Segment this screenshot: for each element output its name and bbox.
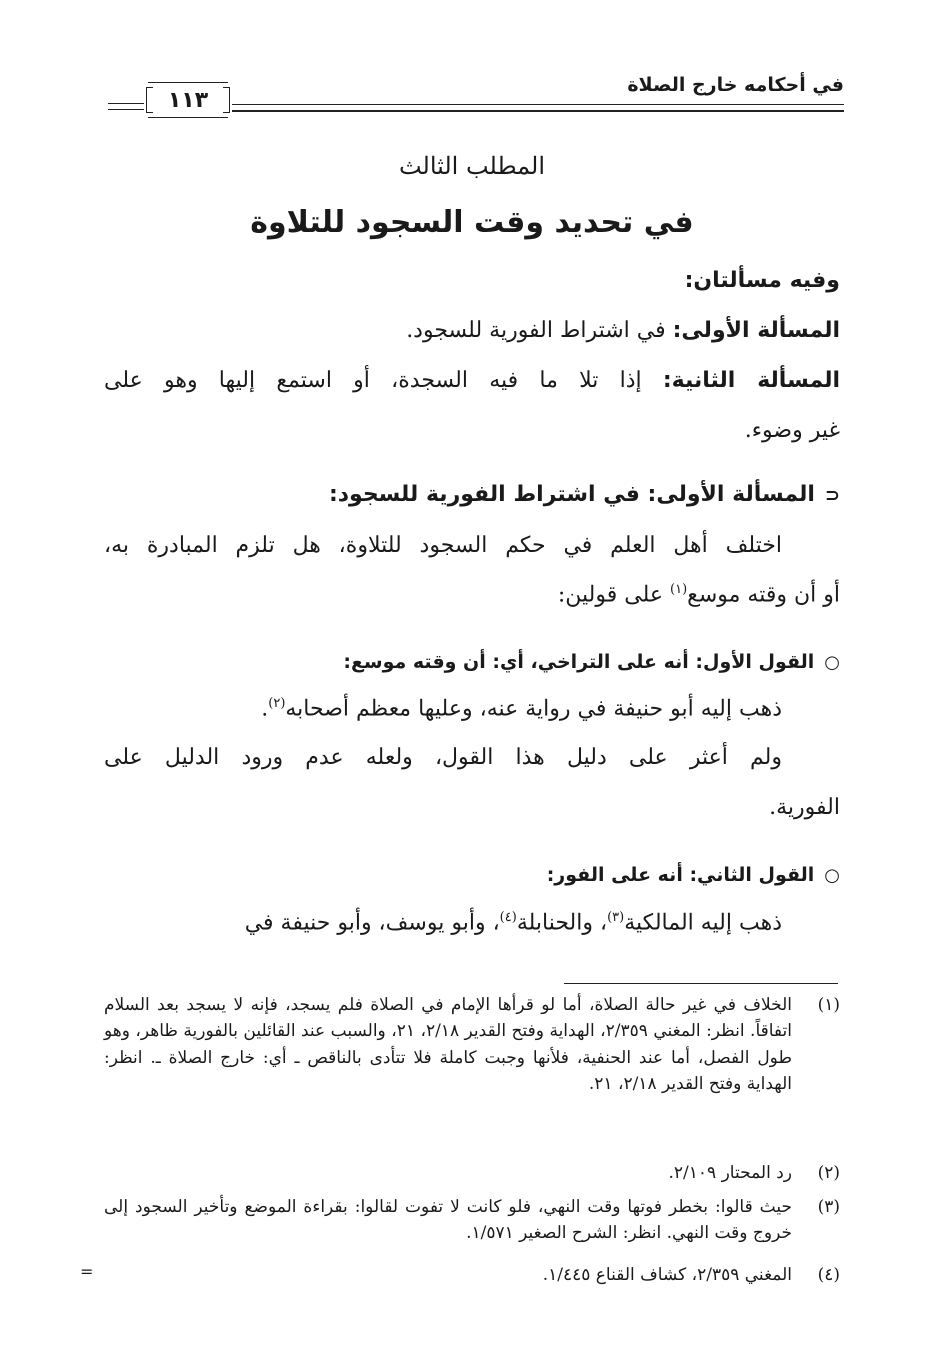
- issue-1-paragraph-line1: اختلف أهل العلم في حكم السجود للتلاوة، هل تلزم المبادرة به،: [104, 533, 782, 558]
- header-left-dash: [108, 103, 144, 110]
- question-2: [104, 368, 840, 394]
- footnote-text: المغني ٢/٣٥٩، كشاف القناع ١/٤٤٥.: [542, 1265, 792, 1285]
- opinion-2-heading-text: القول الثاني: أنه على الفور:: [546, 864, 815, 886]
- text-run: ذهب إليه المالكية: [624, 910, 782, 936]
- text-run: ، وأبو يوسف، وأبو حنيفة في: [244, 910, 500, 936]
- circle-marker-icon: ○: [824, 865, 840, 886]
- footnote-number: (٣): [817, 1197, 840, 1217]
- footnote-ref-3: (٣): [607, 910, 625, 925]
- question-2-continuation: غير وضوء.: [744, 418, 840, 443]
- footnote-ref-4: (٤): [499, 910, 517, 925]
- footnote-number: (١): [817, 995, 840, 1015]
- footnote-1: [104, 992, 840, 1097]
- question-1: [104, 318, 840, 344]
- circle-marker-icon: ○: [824, 652, 840, 673]
- opinion-1-line3: الفورية.: [769, 795, 840, 820]
- footnote-3: [104, 1194, 840, 1247]
- footnote-separator: [564, 983, 838, 984]
- footnote-text: حيث قالوا: بخطر فوتها وقت النهي، فلو كانت لا تفوت لقالوا: بقراءة الموضع وتأخير السجود إلى خروج وقت النهي. انظر: الشرح الصغير ١/٥٧١.: [104, 1197, 792, 1244]
- intro-line: وفيه مسألتان:: [684, 268, 840, 293]
- running-title: في أحكامه خارج الصلاة: [627, 74, 844, 96]
- opinion-2-heading: [104, 864, 840, 886]
- issue-1-heading-text: المسألة الأولى: في اشتراط الفورية للسجود:: [328, 482, 815, 507]
- header-rule: [232, 104, 844, 112]
- question-1-label: المسألة الأولى:: [672, 318, 840, 343]
- opinion-1-line2: ولم أعثر على دليل هذا القول، ولعله عدم ورود الدليل على: [104, 745, 782, 770]
- opinion-1-heading-text: القول الأول: أنه على التراخي، أي: أن وقته موسع:: [343, 651, 815, 673]
- question-1-text: في اشتراط الفورية للسجود.: [406, 318, 666, 343]
- footnote-text: رد المحتار ٢/١٠٩.: [668, 1163, 792, 1183]
- section-subtitle: المطلب الثالث: [398, 152, 546, 180]
- section-title: في تحديد وقت السجود للتلاوة: [250, 205, 694, 240]
- footnote-ref-2: (٢): [268, 696, 286, 711]
- footnote-text: الخلاف في غير حالة الصلاة، أما لو قرأها الإمام في الصلاة فلم يسجد، فإنه لا يسجد بعد السلام اتفاقاً. انظر: المغني ٢/٣٥٩، الهداية وفتح القدير ٢/١٨، ٢١، والسبب عند القائلين بالفورية ظاهر، وهو طول الفصل، أما عند الحنفية، فلأنها وجبت كاملة فلا تتأدى بالناقص ـ أي: خارج الصلاة ـ. انظر: الهداية وفتح القدير ٢/١٨، ٢١.: [104, 995, 792, 1095]
- footnote-ref-1: (١): [670, 582, 688, 597]
- footnote-4: [104, 1262, 840, 1288]
- question-2-text: إذا تلا ما فيه السجدة، أو استمع إليها وهو على: [104, 368, 642, 393]
- footnote-number: (٢): [817, 1163, 840, 1183]
- issue-marker-icon: ⊂: [824, 485, 840, 506]
- opinion-1-line1: [104, 696, 782, 723]
- opinion-2-line1: [104, 910, 782, 937]
- text-run: ، والحنابلة: [516, 910, 608, 936]
- text-run: ذهب إليه أبو حنيفة في رواية عنه، وعليها معظم أصحابه: [285, 696, 782, 722]
- issue-1-heading: [104, 482, 840, 507]
- margin-mark: =: [80, 1262, 94, 1281]
- text-run: .: [261, 696, 269, 722]
- issue-1-paragraph-line2: [104, 582, 840, 609]
- footnote-2: [104, 1160, 840, 1186]
- footnote-number: (٤): [817, 1265, 840, 1285]
- text-run: أو أن وقته موسع: [687, 582, 840, 608]
- page-number-frame: [148, 82, 228, 118]
- question-2-label: المسألة الثانية:: [662, 368, 841, 393]
- page-number: ١١٣: [167, 87, 209, 113]
- opinion-1-heading: [104, 651, 840, 673]
- text-run: على قولين:: [557, 582, 670, 608]
